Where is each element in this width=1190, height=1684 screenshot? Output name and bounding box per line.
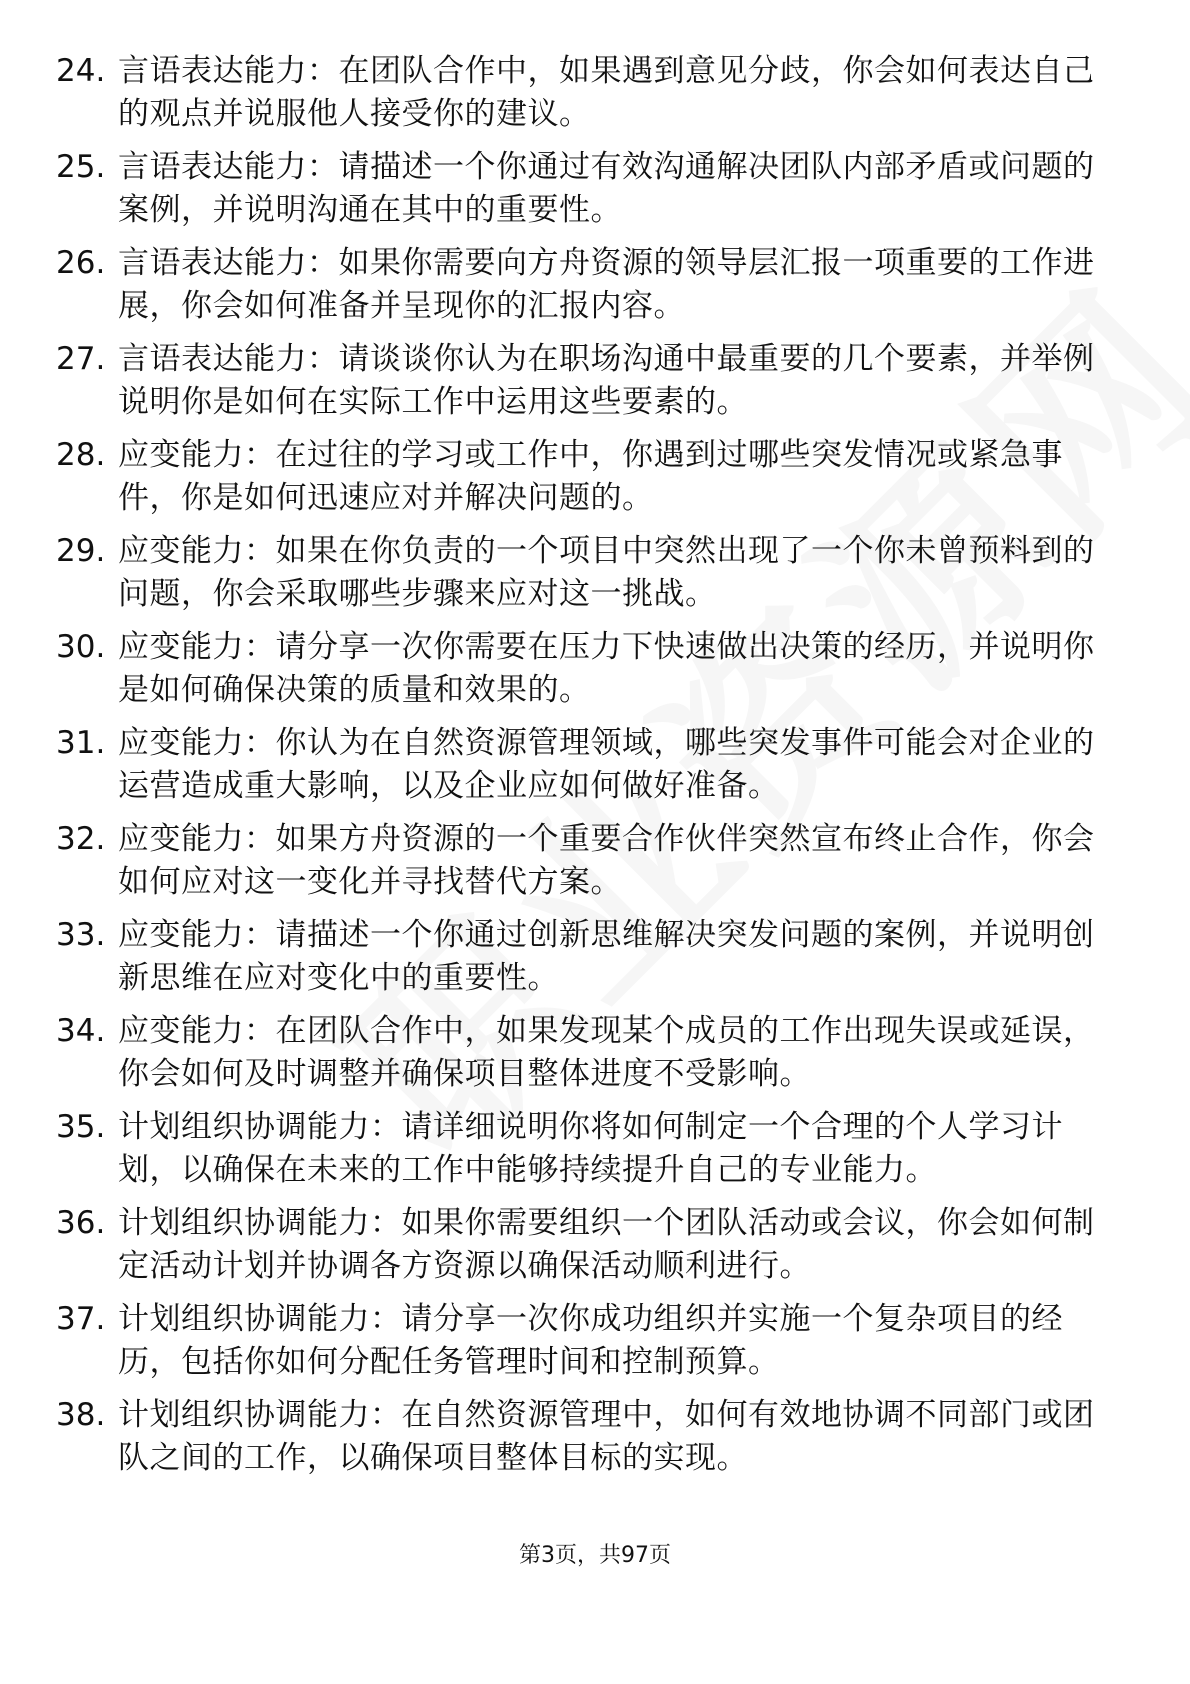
question-item: [56, 914, 1116, 1010]
question-number: 34.: [56, 1013, 106, 1049]
question-number: 28.: [56, 437, 106, 473]
question-number: 24.: [56, 53, 106, 89]
question-number: 25.: [56, 149, 106, 185]
question-list: [56, 50, 1116, 1490]
question-text: 应变能力：在过往的学习或工作中，你遇到过哪些突发情况或紧急事件，你是如何迅速应对并解决问题的。: [118, 437, 1063, 516]
question-item: [56, 50, 1116, 146]
question-item: [56, 1202, 1116, 1298]
question-item: [56, 1010, 1116, 1106]
question-number: 29.: [56, 533, 106, 569]
question-text: 应变能力：在团队合作中，如果发现某个成员的工作出现失误或延误，你会如何及时调整并确保项目整体进度不受影响。: [118, 1013, 1095, 1092]
question-item: [56, 1298, 1116, 1394]
question-text: 言语表达能力：请描述一个你通过有效沟通解决团队内部矛盾或问题的案例，并说明沟通在其中的重要性。: [118, 149, 1095, 228]
question-text: 计划组织协调能力：在自然资源管理中，如何有效地协调不同部门或团队之间的工作，以确保项目整体目标的实现。: [118, 1397, 1095, 1476]
question-item: [56, 1106, 1116, 1202]
question-item: [56, 146, 1116, 242]
question-number: 30.: [56, 629, 106, 665]
question-text: 应变能力：如果在你负责的一个项目中突然出现了一个你未曾预料到的问题，你会采取哪些步骤来应对这一挑战。: [118, 533, 1095, 612]
question-text: 计划组织协调能力：请详细说明你将如何制定一个合理的个人学习计划，以确保在未来的工作中能够持续提升自己的专业能力。: [118, 1109, 1063, 1188]
question-number: 37.: [56, 1301, 106, 1337]
question-text: 应变能力：你认为在自然资源管理领域，哪些突发事件可能会对企业的运营造成重大影响，以及企业应如何做好准备。: [118, 725, 1095, 804]
question-text: 应变能力：如果方舟资源的一个重要合作伙伴突然宣布终止合作，你会如何应对这一变化并寻找替代方案。: [118, 821, 1095, 900]
question-item: [56, 818, 1116, 914]
question-item: [56, 338, 1116, 434]
question-number: 31.: [56, 725, 106, 761]
question-item: [56, 530, 1116, 626]
question-number: 26.: [56, 245, 106, 281]
question-text: 言语表达能力：在团队合作中，如果遇到意见分歧，你会如何表达自己的观点并说服他人接受你的建议。: [118, 53, 1095, 132]
question-text: 应变能力：请描述一个你通过创新思维解决突发问题的案例，并说明创新思维在应对变化中的重要性。: [118, 917, 1095, 996]
question-text: 计划组织协调能力：如果你需要组织一个团队活动或会议，你会如何制定活动计划并协调各方资源以确保活动顺利进行。: [118, 1205, 1095, 1284]
question-item: [56, 722, 1116, 818]
question-item: [56, 242, 1116, 338]
question-item: [56, 626, 1116, 722]
question-number: 36.: [56, 1205, 106, 1241]
page-footer: 第3页，共97页: [519, 1543, 671, 1568]
question-text: 计划组织协调能力：请分享一次你成功组织并实施一个复杂项目的经历，包括你如何分配任务管理时间和控制预算。: [118, 1301, 1063, 1380]
question-item: [56, 434, 1116, 530]
question-number: 33.: [56, 917, 106, 953]
question-text: 言语表达能力：如果你需要向方舟资源的领导层汇报一项重要的工作进展，你会如何准备并呈现你的汇报内容。: [118, 245, 1095, 324]
question-number: 27.: [56, 341, 106, 377]
question-number: 32.: [56, 821, 106, 857]
question-number: 38.: [56, 1397, 106, 1433]
question-text: 应变能力：请分享一次你需要在压力下快速做出决策的经历，并说明你是如何确保决策的质量和效果的。: [118, 629, 1095, 708]
question-item: [56, 1394, 1116, 1490]
question-text: 言语表达能力：请谈谈你认为在职场沟通中最重要的几个要素，并举例说明你是如何在实际工作中运用这些要素的。: [118, 341, 1095, 420]
question-number: 35.: [56, 1109, 106, 1145]
